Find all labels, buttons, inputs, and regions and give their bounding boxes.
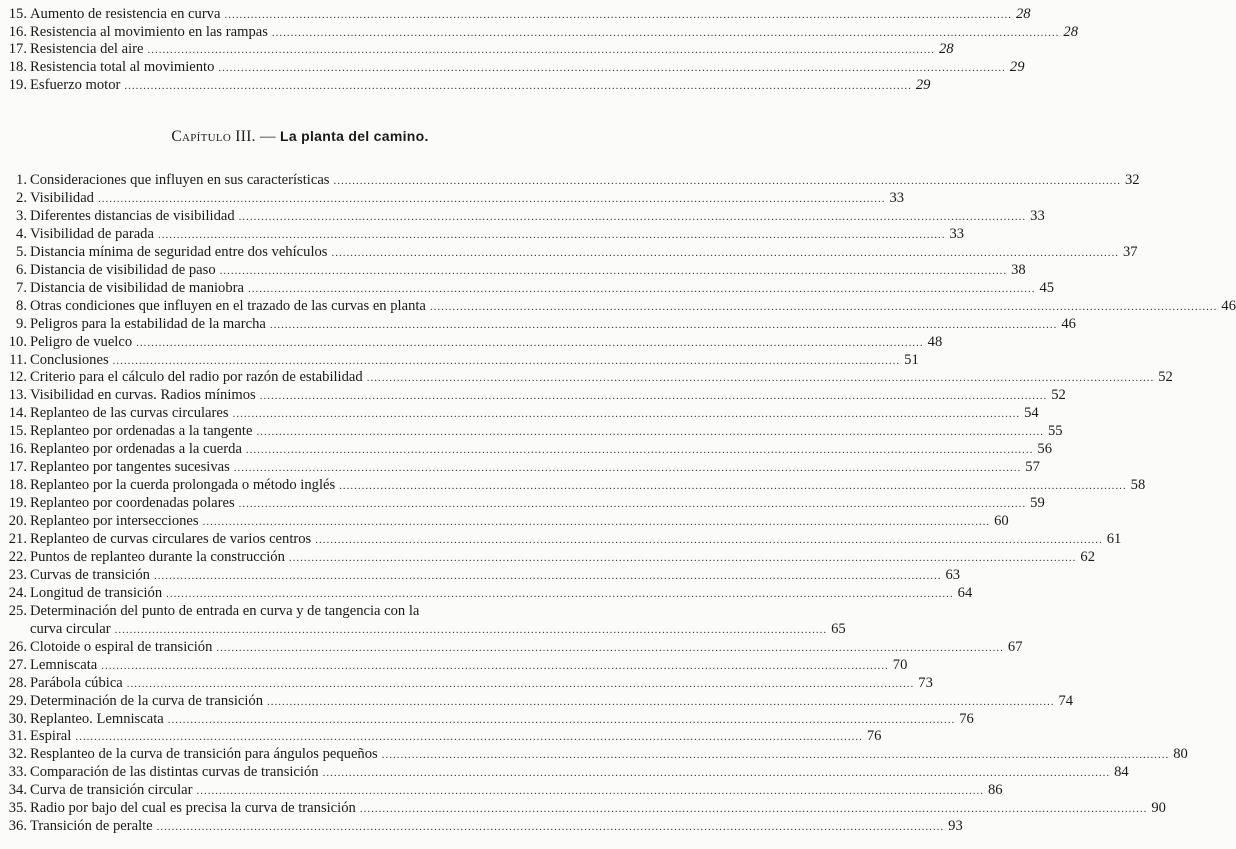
entry-page: 93 <box>948 818 963 835</box>
toc-entry-continuation <box>30 620 846 639</box>
entry-page: 45 <box>1039 279 1055 296</box>
entry-page: 46 <box>1221 297 1236 314</box>
entry-number: 15. <box>8 6 27 22</box>
entry-number: 16. <box>8 441 27 458</box>
entry-title: Resistencia total al movimiento <box>30 59 215 75</box>
chapter-title: La planta del camino. <box>280 128 429 144</box>
toc-entry <box>5 710 974 729</box>
dot-leader <box>203 514 991 531</box>
entry-page: 60 <box>994 513 1009 530</box>
entry-page: 29 <box>915 77 931 93</box>
entry-title: curva circular <box>30 620 111 637</box>
entry-title: Peligros para la estabilidad de la marcha <box>30 315 266 332</box>
entry-title: Longitud de transición <box>30 584 163 601</box>
toc-entry <box>5 531 1122 549</box>
entry-number: 15. <box>8 423 27 440</box>
toc-entry <box>5 172 1140 190</box>
dot-leader <box>168 712 956 729</box>
entry-page: 86 <box>988 782 1003 799</box>
entry-number: 31. <box>8 728 27 745</box>
entry-number: 18. <box>8 477 27 494</box>
entry-title: Visibilidad en curvas. Radios mínimos <box>30 387 256 404</box>
toc-entry <box>5 225 965 244</box>
entry-page: 46 <box>1061 315 1076 332</box>
toc-entry <box>5 818 963 836</box>
entry-title: Replanteo por ordenadas a la tangente <box>30 423 253 440</box>
dot-leader <box>333 173 1121 190</box>
entry-page: 59 <box>1030 495 1045 512</box>
entry-page: 52 <box>1051 387 1066 404</box>
entry-number: 12. <box>8 369 27 386</box>
toc-entry <box>5 800 1166 818</box>
entry-title: Replanteo por ordenadas a la cuerda <box>30 441 242 458</box>
entry-page: 73 <box>918 674 933 691</box>
entry-title: Diferentes distancias de visibilidad <box>30 207 235 224</box>
entry-page: 28 <box>938 41 954 57</box>
toc-entry <box>5 495 1045 513</box>
entry-number: 29. <box>8 692 27 709</box>
entry-title: Replanteo por la cuerda prolongada o método inglés <box>30 477 336 494</box>
entry-page: 28 <box>1015 6 1031 22</box>
dot-leader <box>224 7 1012 24</box>
entry-title: Replanteo por tangentes sucesivas <box>30 459 230 476</box>
toc-entry <box>5 6 1031 24</box>
entry-title: Replanteo de curvas circulares de varios centros <box>30 531 312 547</box>
entry-number: 32. <box>8 746 27 763</box>
dot-leader <box>315 532 1103 549</box>
entry-title: Resistencia del aire <box>30 41 144 57</box>
toc-entry <box>5 351 919 370</box>
entry-number: 28. <box>8 674 27 691</box>
entry-page: 63 <box>945 566 961 583</box>
entry-title: Comparación de las distintas curvas de transición <box>30 764 319 781</box>
entry-number: 16. <box>8 24 27 40</box>
dot-leader <box>101 658 889 675</box>
dot-leader <box>331 245 1119 262</box>
entry-page: 51 <box>904 351 919 368</box>
toc-entry <box>5 477 1146 495</box>
entry-page: 37 <box>1122 243 1138 260</box>
entry-title: Replanteo por coordenadas polares <box>30 495 235 512</box>
toc-entry <box>5 387 1066 405</box>
entry-page: 70 <box>892 656 908 673</box>
entry-page: 76 <box>866 728 882 745</box>
entry-title: Aumento de resistencia en curva <box>30 6 221 22</box>
entry-page: 58 <box>1130 477 1146 494</box>
toc-entry <box>5 513 1009 531</box>
toc-entry <box>5 674 933 693</box>
entry-page: 90 <box>1151 800 1166 817</box>
entry-page: 52 <box>1158 369 1173 386</box>
entry-title: Espiral <box>30 728 72 745</box>
toc-entry <box>5 764 1129 782</box>
toc-entry <box>5 656 908 675</box>
entry-title: Replanteo de las curvas circulares <box>30 405 229 422</box>
dot-leader <box>127 676 915 693</box>
entry-title: Replanteo por intersecciones <box>30 513 199 530</box>
entry-number: 8. <box>16 297 27 314</box>
toc-entry <box>5 261 1026 280</box>
entry-number: 13. <box>8 387 27 404</box>
dot-leader <box>270 317 1058 334</box>
entry-title: Distancia de visibilidad de maniobra <box>30 279 244 296</box>
entry-number: 17. <box>8 459 27 476</box>
dot-leader <box>260 388 1048 405</box>
dot-leader <box>289 550 1077 567</box>
toc-entry <box>5 566 961 585</box>
toc-entry <box>5 603 568 620</box>
dot-leader <box>115 622 828 639</box>
entry-number: 7. <box>16 279 27 296</box>
dot-leader <box>113 353 901 370</box>
toc-entry <box>5 369 1173 387</box>
toc-entry <box>5 584 973 603</box>
entry-title: Replanteo. Lemniscata <box>30 710 164 727</box>
entry-number: 20. <box>8 513 27 530</box>
toc-entry <box>5 638 1023 657</box>
entry-title: Distancia de visibilidad de paso <box>30 261 216 278</box>
entry-number: 30. <box>8 710 27 727</box>
entry-number: 14. <box>8 405 27 422</box>
dot-leader <box>246 442 1034 459</box>
entry-page: 32 <box>1124 172 1140 188</box>
toc-entry <box>5 297 1236 316</box>
entry-number: 6. <box>16 261 27 278</box>
entry-title: Determinación de la curva de transición <box>30 692 263 709</box>
dot-leader <box>75 729 863 746</box>
toc-entry <box>5 423 1063 441</box>
dot-leader <box>166 586 954 603</box>
entry-title: Resplanteo de la curva de transición para ángulos pequeños <box>30 746 378 763</box>
entry-number: 21. <box>8 531 27 547</box>
entry-title: Transición de peralte <box>30 818 153 835</box>
entry-number: 2. <box>16 189 27 206</box>
entry-page: 56 <box>1037 441 1053 458</box>
toc-entry <box>5 41 954 59</box>
toc-entry <box>5 441 1053 459</box>
entry-number: 11. <box>9 351 27 368</box>
dot-leader <box>216 640 1004 657</box>
dot-leader <box>256 424 1044 441</box>
entry-title: Radio por bajo del cual es precisa la curva de transición <box>30 800 356 817</box>
entry-page: 76 <box>959 710 974 727</box>
entry-title: Consideraciones que influyen en sus características <box>30 172 330 188</box>
dot-leader <box>98 191 886 208</box>
entry-page: 67 <box>1007 638 1023 655</box>
toc-entry <box>5 692 1074 711</box>
entry-page: 33 <box>1030 207 1045 224</box>
dot-leader <box>124 78 912 95</box>
entry-number: 4. <box>16 225 27 242</box>
entry-page: 65 <box>831 620 846 637</box>
entry-number: 1. <box>16 172 27 188</box>
entry-number: 35. <box>8 800 27 817</box>
entry-number: 17. <box>8 41 27 57</box>
entry-title: Otras condiciones que influyen en el trazado de las curvas en planta <box>30 297 426 314</box>
dot-leader <box>382 747 1170 764</box>
dot-leader <box>248 281 1036 298</box>
dot-leader <box>154 568 942 585</box>
entry-title: Parábola cúbica <box>30 674 123 691</box>
entry-number: 24. <box>8 584 27 601</box>
entry-page: 80 <box>1173 746 1188 763</box>
entry-title: Conclusiones <box>30 351 109 368</box>
entry-title: Lemniscata <box>30 656 98 673</box>
toc-entry <box>5 207 1045 226</box>
entry-number: 10. <box>8 333 27 350</box>
entry-page: 29 <box>1009 59 1025 75</box>
entry-title: Criterio para el cálculo del radio por razón de estabilidad <box>30 369 363 386</box>
dot-leader <box>234 460 1022 477</box>
dot-leader <box>157 819 945 836</box>
entry-page: 54 <box>1024 405 1039 422</box>
chapter-label: Capítulo III. — <box>171 128 276 145</box>
entry-title: Peligro de vuelco <box>30 333 133 350</box>
entry-number: 9. <box>16 315 27 332</box>
toc-entry <box>5 243 1138 262</box>
dot-leader <box>323 765 1111 782</box>
entry-number: 18. <box>8 59 27 75</box>
dot-leader <box>233 406 1021 423</box>
toc-entry <box>5 189 905 208</box>
entry-number: 36. <box>8 818 27 835</box>
toc-entry <box>5 782 1003 800</box>
toc-entry <box>5 405 1039 423</box>
dot-leader <box>360 801 1148 818</box>
entry-number: 25. <box>8 602 27 619</box>
entry-title: Esfuerzo motor <box>30 77 121 93</box>
entry-title: Resistencia al movimiento en las rampas <box>30 24 268 40</box>
entry-number: 19. <box>8 495 27 512</box>
dot-leader <box>239 496 1027 513</box>
toc-entry <box>5 746 1188 764</box>
entry-page: 38 <box>1011 261 1026 278</box>
toc-entry <box>5 59 1025 77</box>
entry-page: 28 <box>1063 24 1078 40</box>
entry-page: 74 <box>1058 692 1074 709</box>
entry-page: 55 <box>1047 423 1063 440</box>
dot-leader <box>430 299 1218 316</box>
dot-leader <box>367 370 1155 387</box>
dot-leader <box>147 42 935 59</box>
dot-leader <box>267 694 1055 711</box>
entry-page: 61 <box>1106 531 1122 547</box>
toc-entry <box>5 315 1076 334</box>
entry-number: 27. <box>8 656 27 673</box>
dot-leader <box>220 263 1008 280</box>
dot-leader <box>272 25 1060 42</box>
entry-title: Curva de transición circular <box>30 782 193 799</box>
dot-leader <box>136 335 924 352</box>
entry-title: Visibilidad <box>30 189 94 206</box>
entry-title: Puntos de replanteo durante la construcción <box>30 548 285 565</box>
entry-title: Determinación del punto de entrada en curva y de tangencia con la <box>30 602 420 619</box>
entry-title: Distancia mínima de seguridad entre dos vehículos <box>30 243 328 260</box>
dot-leader <box>239 209 1027 226</box>
entry-page: 62 <box>1080 548 1095 565</box>
entry-number: 5. <box>16 243 27 260</box>
dot-leader <box>218 60 1006 77</box>
entry-number: 23. <box>8 566 27 583</box>
toc-entry <box>5 24 1078 42</box>
toc-entry <box>5 728 882 746</box>
entry-number: 26. <box>8 638 27 655</box>
entry-page: 64 <box>957 584 973 601</box>
toc-entry <box>5 279 1055 298</box>
entry-page: 33 <box>949 225 965 242</box>
toc-entry <box>5 548 1095 567</box>
entry-page: 84 <box>1114 764 1129 781</box>
entry-number: 22. <box>8 548 27 565</box>
toc-entry <box>5 77 931 95</box>
entry-number: 33. <box>8 764 27 781</box>
entry-page: 33 <box>889 189 905 206</box>
entry-number: 3. <box>16 207 27 224</box>
chapter-heading <box>0 128 600 146</box>
entry-page: 57 <box>1025 459 1040 476</box>
entry-title: Visibilidad de parada <box>30 225 154 242</box>
entry-title: Curvas de transición <box>30 566 150 583</box>
entry-page: 48 <box>927 333 943 350</box>
entry-title: Clotoide o espiral de transición <box>30 638 213 655</box>
dot-leader <box>339 478 1127 495</box>
entry-number: 19. <box>8 77 27 93</box>
dot-leader <box>197 783 985 800</box>
entry-number: 34. <box>8 782 27 799</box>
dot-leader <box>158 227 946 244</box>
toc-entry <box>5 333 943 352</box>
toc-entry <box>5 459 1040 477</box>
